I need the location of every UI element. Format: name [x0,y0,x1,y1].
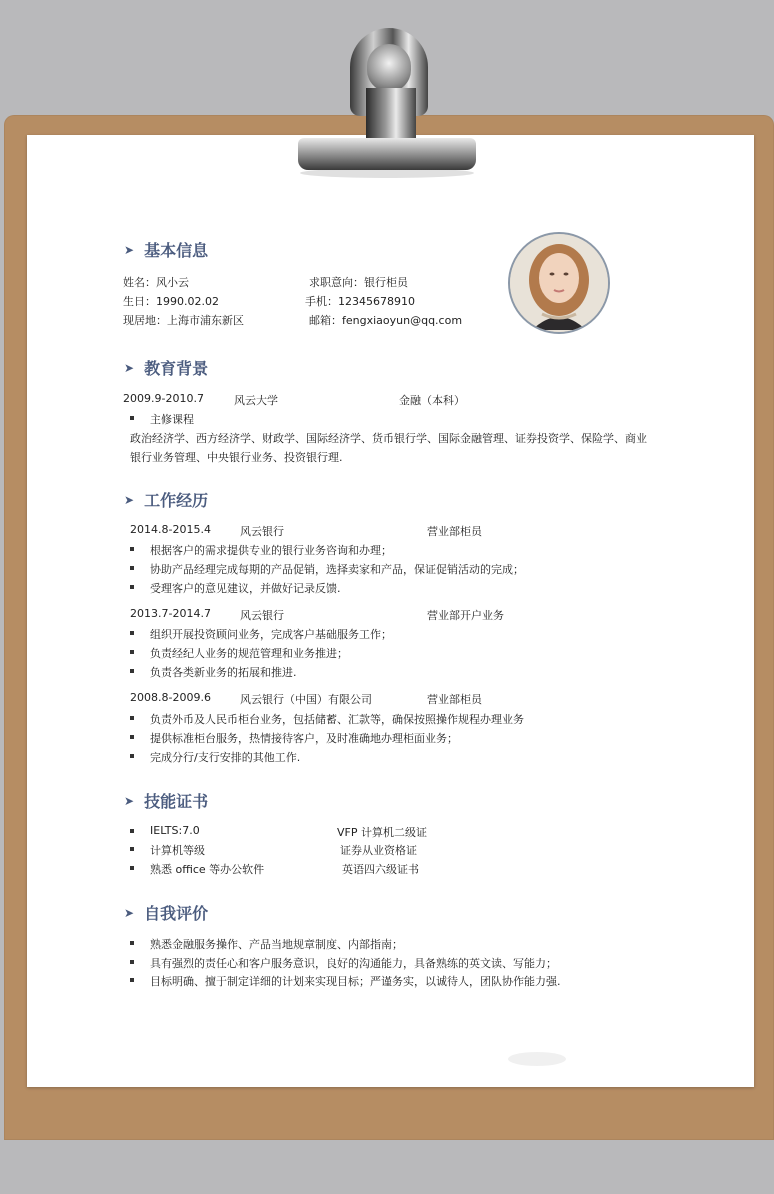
square-bullet-icon [130,978,134,982]
binder-clip-base [298,138,476,170]
job-period: 2014.8-2015.4 [130,523,211,536]
job-company: 风云银行（中国）有限公司 [240,693,372,706]
square-bullet-icon [130,650,134,654]
basic-address: 现居地：上海市浦东新区 [123,314,244,327]
square-bullet-icon [130,941,134,945]
square-bullet-icon [130,416,134,420]
section-title-basic-text: 基本信息 [144,241,209,260]
job-item: 协助产品经理完成每期的产品促销，选择卖家和产品，保证促销活动的完成； [150,563,524,576]
education-school: 风云大学 [234,394,278,407]
square-bullet-icon [130,847,134,851]
section-title-education [124,356,208,379]
section-title-work [124,488,208,511]
job-period: 2013.7-2014.7 [130,607,211,620]
education-period: 2009.9-2010.7 [123,392,204,405]
square-bullet-icon [130,960,134,964]
square-bullet-icon [130,566,134,570]
section-title-work-text: 工作经历 [144,491,209,510]
education-course-label: 主修课程 [150,413,194,426]
square-bullet-icon [130,735,134,739]
chevron-right-icon: ➤ [124,242,135,257]
job-item: 负责经纪人业务的规范管理和业务推进； [150,647,348,660]
basic-birth: 生日：1990.02.02 [123,295,219,308]
paper-shadow [508,1052,566,1066]
chevron-right-icon: ➤ [124,360,135,375]
skill-right: 英语四六级证书 [342,863,419,876]
section-title-basic [124,238,208,261]
job-company: 风云银行 [240,525,284,538]
job-role: 营业部柜员 [427,693,482,706]
chevron-right-icon: ➤ [124,492,135,507]
basic-phone: 手机：12345678910 [305,295,415,308]
avatar [508,232,610,334]
square-bullet-icon [130,631,134,635]
job-item: 组织开展投资顾问业务，完成客户基础服务工作； [150,628,392,641]
section-title-self [124,901,208,924]
self-eval-item: 熟悉金融服务操作、产品当地规章制度、内部指南； [150,938,403,951]
job-role: 营业部开户业务 [427,609,504,622]
self-eval-item: 目标明确、擅于制定详细的计划来实现目标；严谨务实，以诚待人，团队协作能力强. [150,975,561,988]
section-title-self-text: 自我评价 [144,904,209,923]
section-title-education-text: 教育背景 [144,359,209,378]
basic-email: 邮箱：fengxiaoyun@qq.com [309,314,463,327]
education-courses-line1: 政治经济学、西方经济学、财政学、国际经济学、货币银行学、国际金融管理、证券投资学、保险学、商业 [130,432,647,445]
skill-right: 证券从业资格证 [340,844,417,857]
binder-clip-body [366,88,416,140]
job-role: 营业部柜员 [427,525,482,538]
square-bullet-icon [130,585,134,589]
square-bullet-icon [130,669,134,673]
square-bullet-icon [130,754,134,758]
section-title-skills-text: 技能证书 [144,792,209,811]
square-bullet-icon [130,716,134,720]
skill-left: IELTS:7.0 [150,824,200,837]
job-item: 负责各类新业务的拓展和推进. [150,666,297,679]
skill-right: VFP 计算机二级证 [337,826,427,839]
job-item: 提供标准柜台服务，热情接待客户，及时准确地办理柜面业务； [150,732,458,745]
basic-name: 姓名：风小云 [123,276,189,289]
section-title-skills [124,789,208,812]
job-item: 受理客户的意见建议，并做好记录反馈. [150,582,341,595]
square-bullet-icon [130,829,134,833]
chevron-right-icon: ➤ [124,905,135,920]
basic-target: 求职意向：银行柜员 [309,276,408,289]
skill-left: 计算机等级 [150,844,205,857]
job-company: 风云银行 [240,609,284,622]
binder-clip-hole [367,44,411,92]
education-courses-line2: 银行业务管理、中央银行业务、投资银行理. [130,451,343,464]
skill-left: 熟悉 office 等办公软件 [150,863,265,876]
chevron-right-icon: ➤ [124,793,135,808]
square-bullet-icon [130,547,134,551]
job-item: 负责外币及人民币柜台业务，包括储蓄、汇款等，确保按照操作规程办理业务 [150,713,524,726]
job-period: 2008.8-2009.6 [130,691,211,704]
job-item: 根据客户的需求提供专业的银行业务咨询和办理； [150,544,392,557]
job-item: 完成分行/支行安排的其他工作. [150,751,301,764]
education-major: 金融（本科） [399,394,465,407]
square-bullet-icon [130,866,134,870]
self-eval-item: 具有强烈的责任心和客户服务意识，良好的沟通能力，具备熟练的英文读、写能力； [150,957,557,970]
portrait-image [510,234,608,332]
